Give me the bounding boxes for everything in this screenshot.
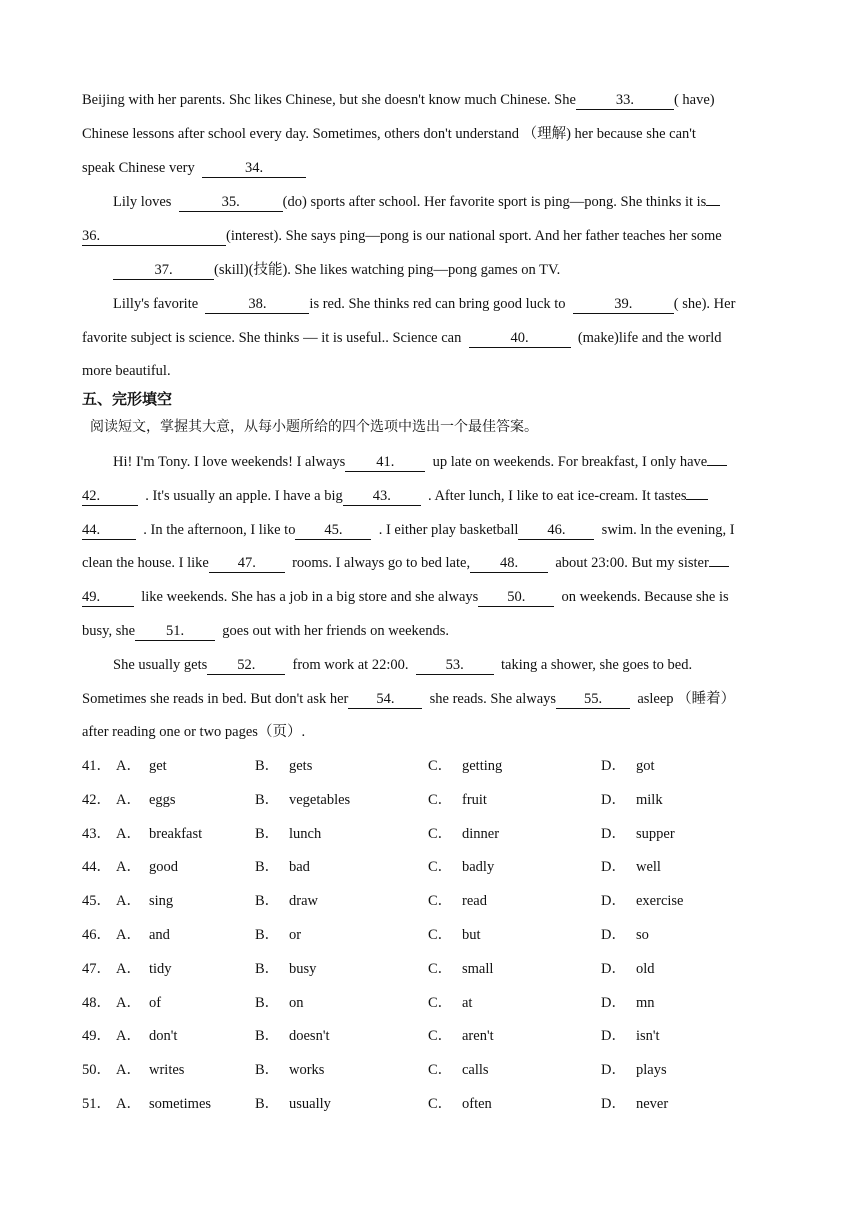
blank-45[interactable] <box>295 521 371 540</box>
question-number: 45． <box>82 893 111 910</box>
passage-line <box>113 192 720 212</box>
text: . In the afternoon, I like to <box>143 522 296 538</box>
text: taking a shower, she goes to bed. <box>500 657 693 673</box>
option-c-text[interactable]: but <box>462 927 481 943</box>
option-b-label[interactable]: B． <box>255 960 280 977</box>
option-b-label[interactable]: B． <box>255 994 280 1011</box>
text: (make)life and the world <box>577 330 722 346</box>
option-c-label[interactable]: C． <box>428 758 453 774</box>
text: Sometimes she reads in bed. But don't ask her <box>82 691 349 707</box>
blank-38[interactable] <box>205 295 309 314</box>
option-c-label[interactable]: C． <box>428 994 453 1011</box>
option-c-text[interactable]: at <box>462 994 473 1011</box>
option-b-label[interactable]: B． <box>255 825 280 842</box>
blank-number: 40. <box>510 330 529 346</box>
option-b-text[interactable]: vegetables <box>289 791 351 808</box>
option-b-label[interactable]: B． <box>255 859 280 876</box>
passage-line <box>82 124 696 144</box>
question-row <box>82 891 782 911</box>
blank-51[interactable] <box>135 622 215 641</box>
question-number: 50． <box>82 1062 111 1079</box>
option-d-text[interactable]: got <box>636 758 655 774</box>
option-d-label[interactable]: D． <box>601 758 626 774</box>
question-row <box>82 857 782 877</box>
text: ( have) <box>673 92 715 108</box>
option-c-text[interactable]: getting <box>462 758 503 774</box>
option-a-text[interactable]: tidy <box>149 960 172 977</box>
question-number: 43． <box>82 825 111 842</box>
blank-number: 50. <box>507 589 526 605</box>
text: Beijing with her parents. Shc likes Chinese, but she doesn't know much Chinese. She <box>82 92 576 108</box>
option-c-text[interactable]: calls <box>462 1062 489 1079</box>
text: (interest). She says ping—pong is our national sport. And her father teaches her some <box>226 228 722 244</box>
blank-number: 49. <box>82 589 101 605</box>
cloze-line <box>113 655 692 675</box>
option-c-text[interactable]: aren't <box>462 1028 494 1045</box>
option-d-label[interactable]: D． <box>601 994 626 1011</box>
blank-55[interactable] <box>556 690 630 709</box>
text: rooms. I always go to bed late, <box>292 555 471 571</box>
text: more beautiful. <box>82 363 171 379</box>
cloze-line <box>82 689 735 709</box>
option-b-text[interactable]: busy <box>289 960 317 977</box>
option-a-label[interactable]: A． <box>116 1096 141 1112</box>
option-b-text[interactable]: on <box>289 994 304 1011</box>
section-instruction: 阅读短文，掌握其大意，从每小题所给的四个选项中选出一个最佳答案。 <box>90 419 538 435</box>
text: Lilly's favorite <box>113 296 199 312</box>
option-d-text[interactable]: so <box>636 927 649 943</box>
option-b-label[interactable]: B． <box>255 1096 280 1112</box>
blank-number: 52. <box>237 657 256 673</box>
passage-line <box>82 226 722 246</box>
blank-33[interactable] <box>576 91 674 110</box>
option-a-text[interactable]: get <box>149 758 167 774</box>
question-number: 46． <box>82 927 111 943</box>
blank-42[interactable] <box>82 487 138 506</box>
option-c-label[interactable]: C． <box>428 859 453 876</box>
blank-number: 39. <box>614 296 633 312</box>
option-d-label[interactable]: D． <box>601 1062 626 1079</box>
option-c-label[interactable]: C． <box>428 927 453 943</box>
blank-number: 36. <box>82 228 101 244</box>
cloze-line <box>82 587 729 607</box>
option-d-text[interactable]: milk <box>636 791 663 808</box>
blank-41[interactable] <box>345 453 425 472</box>
option-a-text[interactable]: good <box>149 859 178 876</box>
blank-36-start <box>706 205 720 206</box>
cloze-line <box>82 722 305 742</box>
blank-52[interactable] <box>207 656 285 675</box>
question-number: 48． <box>82 994 111 1011</box>
cloze-line <box>82 486 708 506</box>
option-d-text[interactable]: never <box>636 1096 669 1112</box>
question-row <box>82 959 782 979</box>
option-a-text[interactable]: of <box>149 994 162 1011</box>
question-row <box>82 756 782 776</box>
option-c-label[interactable]: C． <box>428 825 453 842</box>
text: . I either play basketball <box>378 522 519 538</box>
text: favorite subject is science. She thinks — it is useful.. Science can <box>82 330 462 346</box>
option-d-label[interactable]: D． <box>601 960 626 977</box>
text: She usually gets <box>113 657 208 673</box>
text: is red. She thinks red can bring good luck to <box>309 296 566 312</box>
option-a-text[interactable]: writes <box>149 1062 185 1079</box>
text: Hi! I'm Tony. I love weekends! I always <box>113 454 346 470</box>
blank-number: 47. <box>237 555 256 571</box>
option-d-label[interactable]: D． <box>601 1096 626 1112</box>
question-row <box>82 1026 782 1046</box>
option-c-text[interactable]: often <box>462 1096 492 1112</box>
option-d-label[interactable]: D． <box>601 859 626 876</box>
text: asleep （睡着） <box>637 691 736 707</box>
option-a-label[interactable]: A． <box>116 960 141 977</box>
option-a-text[interactable]: eggs <box>149 791 176 808</box>
option-b-text[interactable]: doesn't <box>289 1028 330 1045</box>
option-b-text[interactable]: gets <box>289 758 313 774</box>
text: up late on weekends. For breakfast, I only have <box>432 454 708 470</box>
option-b-label[interactable]: B． <box>255 758 280 774</box>
text: from work at 22:00. <box>292 657 409 673</box>
option-b-text[interactable]: bad <box>289 859 310 876</box>
blank-46[interactable] <box>518 521 594 540</box>
option-d-label[interactable]: D． <box>601 893 626 910</box>
blank-42-start <box>707 465 727 466</box>
cloze-line <box>82 621 449 641</box>
question-number: 47． <box>82 960 111 977</box>
option-b-text[interactable]: draw <box>289 893 318 910</box>
text: speak Chinese very <box>82 160 195 176</box>
question-number: 49． <box>82 1028 111 1045</box>
blank-47[interactable] <box>209 554 285 573</box>
option-d-text[interactable]: well <box>636 859 661 876</box>
blank-number: 41. <box>376 454 395 470</box>
option-c-text[interactable]: read <box>462 893 487 910</box>
blank-43[interactable] <box>343 487 421 506</box>
option-b-text[interactable]: lunch <box>289 825 322 842</box>
blank-number: 35. <box>221 194 240 210</box>
question-row <box>82 925 782 945</box>
option-d-label[interactable]: D． <box>601 825 626 842</box>
blank-40[interactable] <box>469 329 571 348</box>
blank-34[interactable] <box>202 159 306 178</box>
option-d-text[interactable]: isn't <box>636 1028 660 1045</box>
option-d-label[interactable]: D． <box>601 791 626 808</box>
blank-number: 42. <box>82 488 101 504</box>
option-c-text[interactable]: small <box>462 960 494 977</box>
option-d-text[interactable]: supper <box>636 825 675 842</box>
question-row <box>82 1060 782 1080</box>
passage-line <box>113 260 560 280</box>
option-b-text[interactable]: usually <box>289 1096 331 1112</box>
text: Chinese lessons after school every day. Sometimes, others don't understand （理解) her because she can't <box>82 126 696 142</box>
blank-44-start <box>686 499 708 500</box>
blank-48[interactable] <box>470 554 548 573</box>
passage-line <box>113 294 735 314</box>
option-a-label[interactable]: A． <box>116 758 141 774</box>
question-number: 41． <box>82 758 111 774</box>
question-row <box>82 824 782 844</box>
blank-49[interactable] <box>82 588 134 607</box>
text: (skill)(技能). She likes watching ping—pong games on TV. <box>214 262 561 278</box>
option-b-label[interactable]: B． <box>255 927 280 943</box>
option-a-text[interactable]: sometimes <box>149 1096 212 1112</box>
blank-number: 46. <box>547 522 566 538</box>
text: (do) sports after school. Her favorite sport is ping—pong. She thinks it is <box>282 194 707 210</box>
option-a-text[interactable]: breakfast <box>149 825 203 842</box>
option-c-label[interactable]: C． <box>428 1096 453 1112</box>
text: . After lunch, I like to eat ice-cream. It tastes <box>428 488 687 504</box>
option-b-label[interactable]: B． <box>255 791 280 808</box>
option-d-text[interactable]: mn <box>636 994 655 1011</box>
cloze-line <box>82 553 729 573</box>
blank-number: 45. <box>324 522 343 538</box>
blank-number: 33. <box>615 92 634 108</box>
text: like weekends. She has a job in a big store and she always <box>141 589 479 605</box>
option-d-label[interactable]: D． <box>601 927 626 943</box>
option-b-label[interactable]: B． <box>255 1062 280 1079</box>
text: swim. ln the evening, I <box>601 522 735 538</box>
text: ( she). Her <box>673 296 736 312</box>
blank-number: 53. <box>445 657 464 673</box>
blank-53[interactable] <box>416 656 494 675</box>
blank-50[interactable] <box>478 588 554 607</box>
option-a-label[interactable]: A． <box>116 859 141 876</box>
blank-number: 34. <box>244 160 264 176</box>
blank-number: 55. <box>584 691 603 707</box>
text: clean the house. I like <box>82 555 209 571</box>
option-c-text[interactable]: badly <box>462 859 495 876</box>
option-c-text[interactable]: dinner <box>462 825 500 842</box>
passage-line <box>82 361 171 381</box>
section-title: 五、完形填空 <box>82 390 173 408</box>
option-d-label[interactable]: D． <box>601 1028 626 1045</box>
text: she reads. She always <box>429 691 557 707</box>
option-a-label[interactable]: A． <box>116 893 141 910</box>
blank-number: 38. <box>248 296 267 312</box>
blank-number: 48. <box>500 555 519 571</box>
text: goes out with her friends on weekends. <box>222 623 449 639</box>
text: Lily loves <box>113 194 172 210</box>
text: . It's usually an apple. I have a big <box>145 488 343 504</box>
option-a-label[interactable]: A． <box>116 791 141 808</box>
option-b-label[interactable]: B． <box>255 893 280 910</box>
cloze-line <box>113 452 727 472</box>
question-row <box>82 1094 782 1114</box>
option-a-text[interactable]: and <box>149 927 170 943</box>
option-a-label[interactable]: A． <box>116 1062 141 1079</box>
blank-number: 43. <box>372 488 391 504</box>
question-number: 42． <box>82 791 111 808</box>
option-c-text[interactable]: fruit <box>462 791 487 808</box>
passage-line <box>82 328 722 348</box>
option-a-label[interactable]: A． <box>116 927 141 943</box>
option-a-label[interactable]: A． <box>116 994 141 1011</box>
option-a-text[interactable]: sing <box>149 893 174 910</box>
question-number: 44． <box>82 859 111 876</box>
question-row <box>82 993 782 1013</box>
passage-line <box>82 90 715 110</box>
option-c-label[interactable]: C． <box>428 1062 453 1079</box>
option-d-text[interactable]: exercise <box>636 893 684 910</box>
option-b-text[interactable]: or <box>289 927 302 943</box>
blank-number: 44. <box>82 522 101 538</box>
blank-37[interactable] <box>113 261 214 280</box>
blank-49-start <box>709 566 729 567</box>
blank-number: 54. <box>376 691 395 707</box>
option-c-label[interactable]: C． <box>428 791 453 808</box>
option-a-text[interactable]: don't <box>149 1028 178 1045</box>
option-d-text[interactable]: old <box>636 960 655 977</box>
option-c-label[interactable]: C． <box>428 893 453 910</box>
option-d-text[interactable]: plays <box>636 1062 667 1079</box>
blank-number: 37. <box>154 262 173 278</box>
question-number: 51． <box>82 1096 111 1112</box>
text: about 23:00. But my sister <box>555 555 709 571</box>
text: after reading one or two pages（页）. <box>82 724 306 740</box>
blank-54[interactable] <box>348 690 422 709</box>
blank-number: 51. <box>165 623 185 639</box>
blank-36[interactable] <box>82 227 226 246</box>
blank-35[interactable] <box>179 193 283 212</box>
option-c-label[interactable]: C． <box>428 1028 453 1045</box>
passage-line <box>82 158 306 178</box>
cloze-line <box>82 520 735 540</box>
option-b-text[interactable]: works <box>289 1062 325 1079</box>
text: busy, she <box>82 623 136 639</box>
option-a-label[interactable]: A． <box>116 825 141 842</box>
blank-44[interactable] <box>82 521 136 540</box>
blank-39[interactable] <box>573 295 674 314</box>
question-row <box>82 790 782 810</box>
option-c-label[interactable]: C． <box>428 960 453 977</box>
option-a-label[interactable]: A． <box>116 1028 141 1045</box>
option-b-label[interactable]: B． <box>255 1028 280 1045</box>
text: on weekends. Because she is <box>561 589 729 605</box>
